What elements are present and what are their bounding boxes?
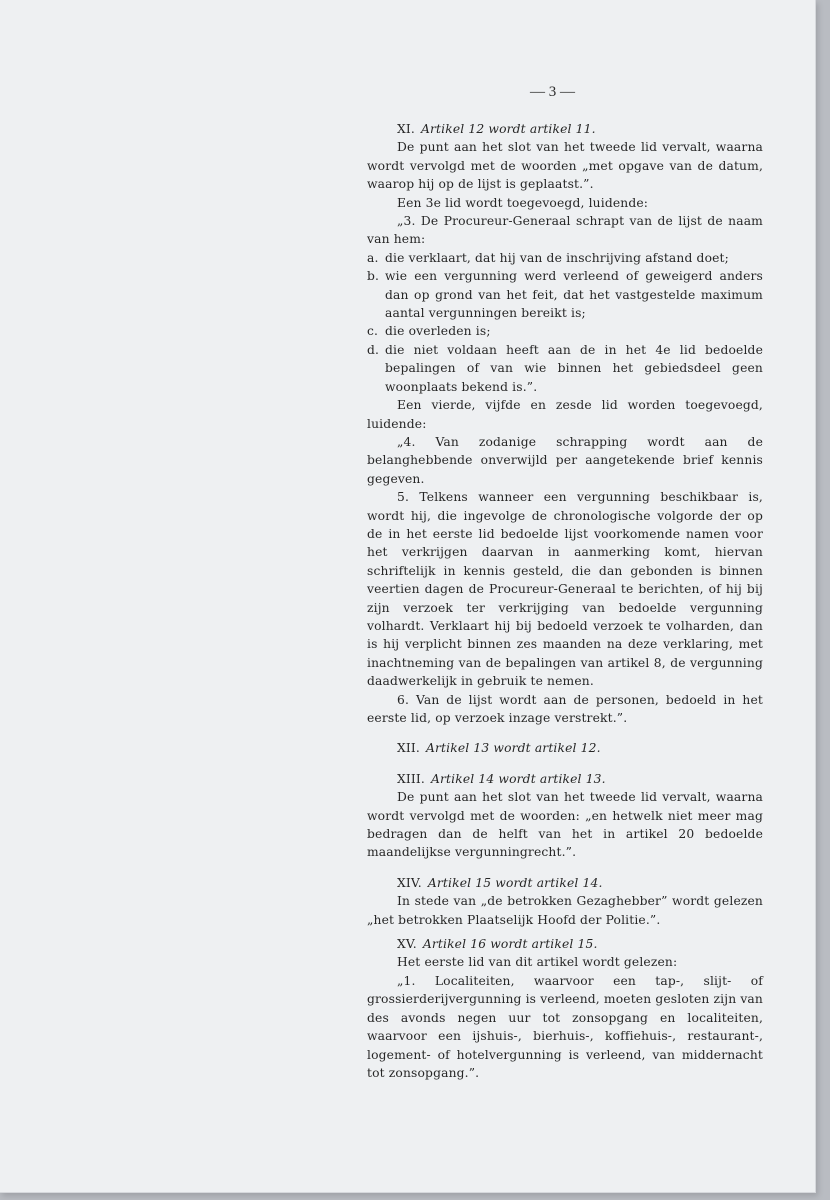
list-item (367, 322, 763, 340)
section-title: Artikel 12 wordt artikel 11. (420, 122, 596, 136)
paragraph: 6. Van de lijst wordt aan de personen, bedoeld in het eerste lid, op verzoek inzage verstrekt.”. (367, 692, 763, 725)
section-heading-xiii (367, 770, 763, 788)
section-heading-xv (367, 935, 763, 953)
paragraph: De punt aan het slot van het tweede lid vervalt, waarna wordt vervolgd met de woorden „met opgave van de datum, waarop hij op de lijst is geplaatst.”. (367, 140, 763, 192)
list-item-text: die overleden is; (385, 324, 491, 339)
paragraph: 5. Telkens wanneer een vergunning beschikbaar is, wordt hij, die ingevolge de chronologische volgorde der op de in het eerste lid bedoelde lijst voorkomende namen voor het verkrijgen daarvan in aanmerking komt, hiervan schriftelijk in kennis gesteld, die dan gebonden is binnen veertien dagen de Procureur-Generaal te berichten, of hij bij zijn verzoek ter verkrijging van bedoelde vergunning volhardt. Verklaart hij bij bedoeld verzoek te volharden, dan is hij verplicht binnen zes maanden na deze verklaring, met inachtneming van de bepalingen van artikel 8, de vergunning daadwerkelijk in gebruik te nemen. (367, 490, 763, 689)
paragraph: „3. De Procureur-Generaal schrapt van de lijst de naam van hem: (367, 214, 763, 247)
paragraph: In stede van „de betrokken Gezaghebber” wordt gelezen „het betrokken Plaatselijk Hoofd der Politie.”. (367, 894, 763, 927)
section-title: Artikel 13 wordt artikel 12. (425, 741, 601, 756)
section-title: Artikel 14 wordt artikel 13. (431, 771, 606, 786)
paragraph: „4. Van zodanige schrapping wordt aan de belanghebbende onverwijld per aangetekende brief kennis gegeven. (367, 434, 763, 486)
section-number: XV. (397, 937, 417, 952)
list-item (367, 249, 763, 267)
section-heading-xi (367, 120, 763, 138)
paragraph: Een vierde, vijfde en zesde lid worden toegevoegd, luidende: (367, 398, 763, 431)
list-item-text: die niet voldaan heeft aan de in het 4e lid bedoelde bepalingen of van wie binnen het gebiedsdeel geen woonplaats bekend is.”. (385, 342, 763, 394)
list-item (367, 341, 763, 396)
paragraph: Het eerste lid van dit artikel wordt gelezen: (397, 955, 678, 970)
section-title: Artikel 16 wordt artikel 15. (422, 937, 598, 952)
list-item-label: d. (367, 342, 380, 357)
section-number: XI. (397, 122, 415, 136)
section-title: Artikel 15 wordt artikel 14. (427, 875, 603, 890)
list-item-label: a. (367, 250, 379, 265)
list-item-label: b. (367, 269, 380, 284)
document-body (367, 120, 763, 1082)
section-number: XII. (397, 741, 420, 756)
list-item-label: c. (367, 324, 379, 339)
section-heading-xii (367, 739, 763, 757)
list-item (367, 267, 763, 322)
section-number: XIII. (397, 771, 425, 786)
list-item-text: wie een vergunning werd verleend of geweigerd anders dan op grond van het feit, dat het vastgestelde maximum aantal vergunningen bereikt is; (385, 269, 763, 321)
list-item-text: die verklaart, dat hij van de inschrijving afstand doet; (385, 250, 729, 265)
page-number: — 3 — (530, 84, 575, 100)
section-number: XIV. (397, 875, 422, 890)
paragraph: „1. Localiteiten, waarvoor een tap-, slijt- of grossierderijvergunning is verleend, moeten gesloten zijn van des avonds negen uur tot zonsopgang en localiteiten, waarvoor een ijshuis-, bierhuis-, koffiehuis-, restaurant-, logement- of hotelvergunning is verleend, van middernacht tot zonsopgang.”. (367, 973, 763, 1080)
section-heading-xiv (367, 874, 763, 892)
paragraph: Een 3e lid wordt toegevoegd, luidende: (397, 195, 649, 210)
paragraph: De punt aan het slot van het tweede lid vervalt, waarna wordt vervolgd met de woorden: „en hetwelk niet meer mag bedragen dan de helft van het in artikel 20 bedoelde maandelijkse vergunningrecht.”. (367, 790, 763, 860)
